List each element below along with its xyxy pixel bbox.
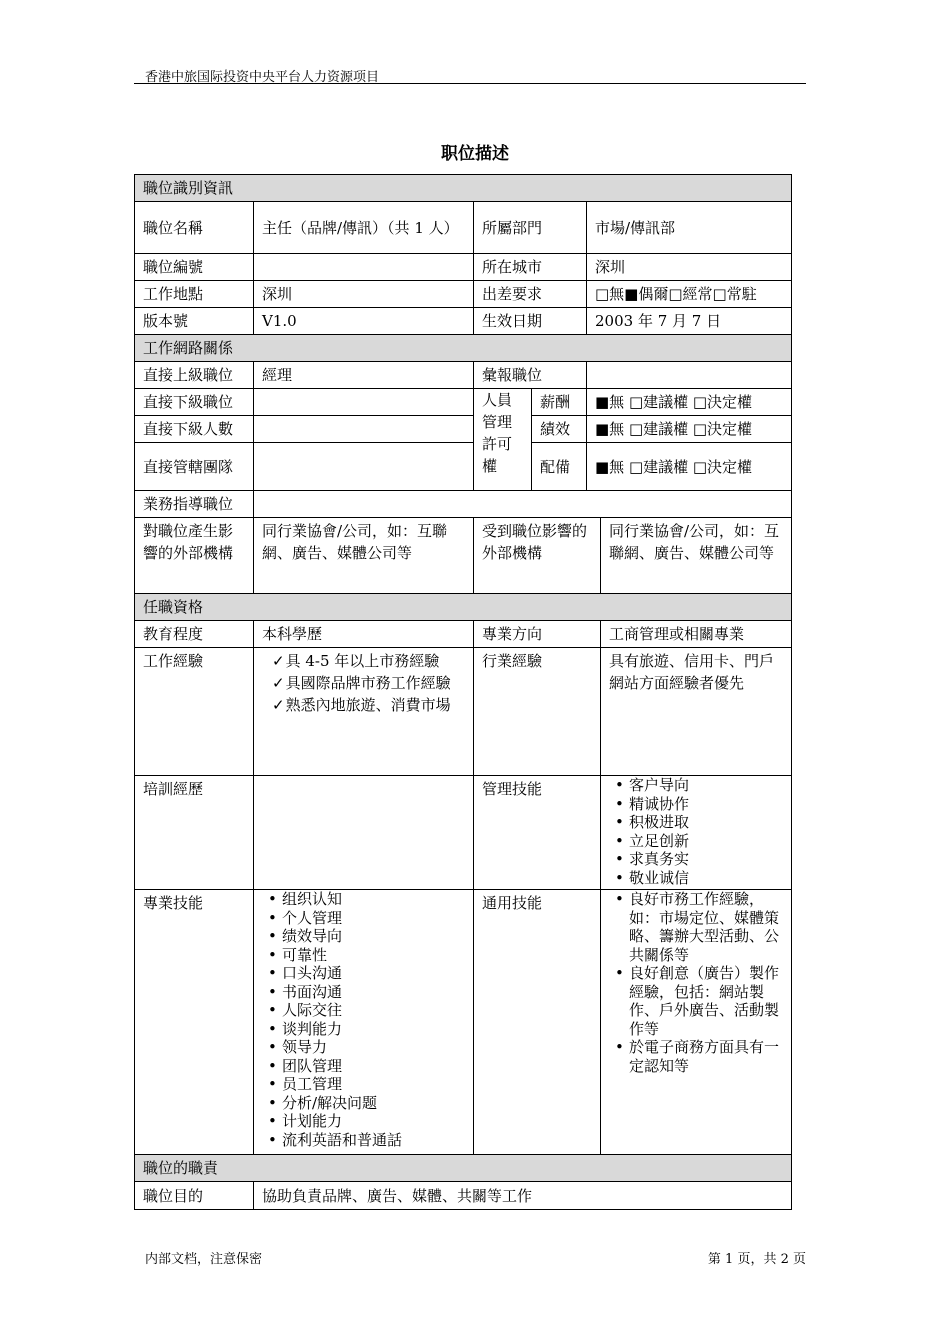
list-item: • 积极进取 xyxy=(609,813,783,832)
salary-value: ■無 □建議權 □決定權 xyxy=(587,389,792,416)
list-item: • 精诚协作 xyxy=(609,795,783,814)
version-label: 版本號 xyxy=(135,308,254,335)
footer-confidential: 内部文档，注意保密 xyxy=(145,1252,263,1267)
list-item: • 可靠性 xyxy=(262,946,465,965)
list-item: • 人际交往 xyxy=(262,1001,465,1020)
location-label: 工作地點 xyxy=(135,281,254,308)
position-code-value xyxy=(254,254,474,281)
ext-influence-value: 同行業協會/公司，如：互聯網、廣告、媒體公司等 xyxy=(254,518,474,594)
major-value: 工商管理或相關專業 xyxy=(601,621,792,648)
list-item: • 谈判能力 xyxy=(262,1020,465,1039)
section-qualification: 任職資格 xyxy=(135,594,792,621)
list-item: • 敬业诚信 xyxy=(609,869,783,888)
sub-count-value xyxy=(254,416,474,443)
job-description-table xyxy=(134,174,792,1210)
report-label: 彙報職位 xyxy=(474,362,587,389)
staffing-value: ■無 □建議權 □決定權 xyxy=(587,443,792,491)
performance-value: ■無 □建議權 □決定權 xyxy=(587,416,792,443)
experience-cell xyxy=(254,648,474,776)
travel-value: □無■偶爾□經常□常駐 xyxy=(587,281,792,308)
list-item: • 组织认知 xyxy=(262,890,465,909)
industry-value: 具有旅遊、信用卡、門戶網站方面經驗者優先 xyxy=(601,648,792,776)
purpose-value: 協助負責品牌、廣告、媒體、共關等工作 xyxy=(254,1182,792,1210)
sub-count-label: 直接下級人數 xyxy=(135,416,254,443)
location-value: 深圳 xyxy=(254,281,474,308)
team-value xyxy=(254,443,474,491)
list-item: • 领导力 xyxy=(262,1038,465,1057)
salary-label: 薪酬 xyxy=(532,389,587,416)
experience-list xyxy=(262,650,465,716)
report-value xyxy=(587,362,792,389)
list-item: • 书面沟通 xyxy=(262,983,465,1002)
list-item: • 绩效导向 xyxy=(262,927,465,946)
list-item: • 分析/解决问题 xyxy=(262,1094,465,1113)
list-item: • 团队管理 xyxy=(262,1057,465,1076)
ext-affected-value: 同行業協會/公司，如：互聯網、廣告、媒體公司等 xyxy=(601,518,792,594)
list-item: ✓ 具國際品牌市務工作經驗 xyxy=(262,672,465,694)
position-name-label: 職位名稱 xyxy=(135,202,254,254)
guidance-label: 業務指導職位 xyxy=(135,491,254,518)
list-item: ✓ 熟悉內地旅遊、消費市場 xyxy=(262,694,465,716)
list-item: • 良好市務工作經驗，如：市場定位、媒體策略、籌辦大型活動、公共關係等 xyxy=(609,890,783,964)
ext-affected-label: 受到職位影響的外部機構 xyxy=(474,518,601,594)
travel-label: 出差要求 xyxy=(474,281,587,308)
industry-label: 行業經驗 xyxy=(474,648,601,776)
guidance-value xyxy=(254,491,792,518)
city-label: 所在城市 xyxy=(474,254,587,281)
footer-page-number: 第 1 页，共 2 页 xyxy=(707,1252,806,1267)
general-skill-label: 通用技能 xyxy=(474,890,601,1155)
department-label: 所屬部門 xyxy=(474,202,587,254)
training-value xyxy=(254,776,474,890)
major-label: 專業方向 xyxy=(474,621,601,648)
page-header: 香港中旅国际投资中央平台人力资源项目 xyxy=(145,70,380,85)
education-label: 教育程度 xyxy=(135,621,254,648)
section-identity: 職位識別資訊 xyxy=(135,175,792,202)
department-value: 市場/傳訊部 xyxy=(587,202,792,254)
list-item: • 於電子商務方面具有一定認知等 xyxy=(609,1038,783,1075)
prof-skill-cell xyxy=(254,890,474,1155)
list-item: • 个人管理 xyxy=(262,909,465,928)
effective-date-label: 生效日期 xyxy=(474,308,587,335)
section-duties: 職位的職責 xyxy=(135,1155,792,1182)
general-skill-cell xyxy=(601,890,792,1155)
list-item: • 良好創意（廣告）製作經驗，包括：網站製作、戶外廣告、活動製作等 xyxy=(609,964,783,1038)
superior-label: 直接上級職位 xyxy=(135,362,254,389)
purpose-label: 職位目的 xyxy=(135,1182,254,1210)
hr-authority-label: 人員管理許可權 xyxy=(474,389,532,491)
list-item: ✓ 具 4-5 年以上市務經驗 xyxy=(262,650,465,672)
team-label: 直接管轄團隊 xyxy=(135,443,254,491)
subordinate-label: 直接下級職位 xyxy=(135,389,254,416)
position-name-value: 主任（品牌/傳訊）（共 1 人） xyxy=(254,202,474,254)
superior-value: 經理 xyxy=(254,362,474,389)
city-value: 深圳 xyxy=(587,254,792,281)
version-value: V1.0 xyxy=(254,308,474,335)
page-title: 职位描述 xyxy=(441,144,509,164)
list-item: • 求真务实 xyxy=(609,850,783,869)
section-network: 工作網路關係 xyxy=(135,335,792,362)
position-code-label: 職位編號 xyxy=(135,254,254,281)
performance-label: 績效 xyxy=(532,416,587,443)
experience-label: 工作經驗 xyxy=(135,648,254,776)
subordinate-value xyxy=(254,389,474,416)
staffing-label: 配備 xyxy=(532,443,587,491)
prof-skill-list xyxy=(262,890,465,1149)
header-divider xyxy=(134,83,806,84)
list-item: • 员工管理 xyxy=(262,1075,465,1094)
ext-influence-label: 對職位產生影響的外部機構 xyxy=(135,518,254,594)
general-skill-list xyxy=(609,890,783,1075)
list-item: • 客户导向 xyxy=(609,776,783,795)
list-item: • 流利英語和普通話 xyxy=(262,1131,465,1150)
training-label: 培訓經歷 xyxy=(135,776,254,890)
mgmt-skill-label: 管理技能 xyxy=(474,776,601,890)
mgmt-skill-cell xyxy=(601,776,792,890)
mgmt-skill-list xyxy=(609,776,783,887)
education-value: 本科學歷 xyxy=(254,621,474,648)
list-item: • 立足创新 xyxy=(609,832,783,851)
effective-date-value: 2003 年 7 月 7 日 xyxy=(587,308,792,335)
list-item: • 口头沟通 xyxy=(262,964,465,983)
prof-skill-label: 專業技能 xyxy=(135,890,254,1155)
list-item: • 计划能力 xyxy=(262,1112,465,1131)
